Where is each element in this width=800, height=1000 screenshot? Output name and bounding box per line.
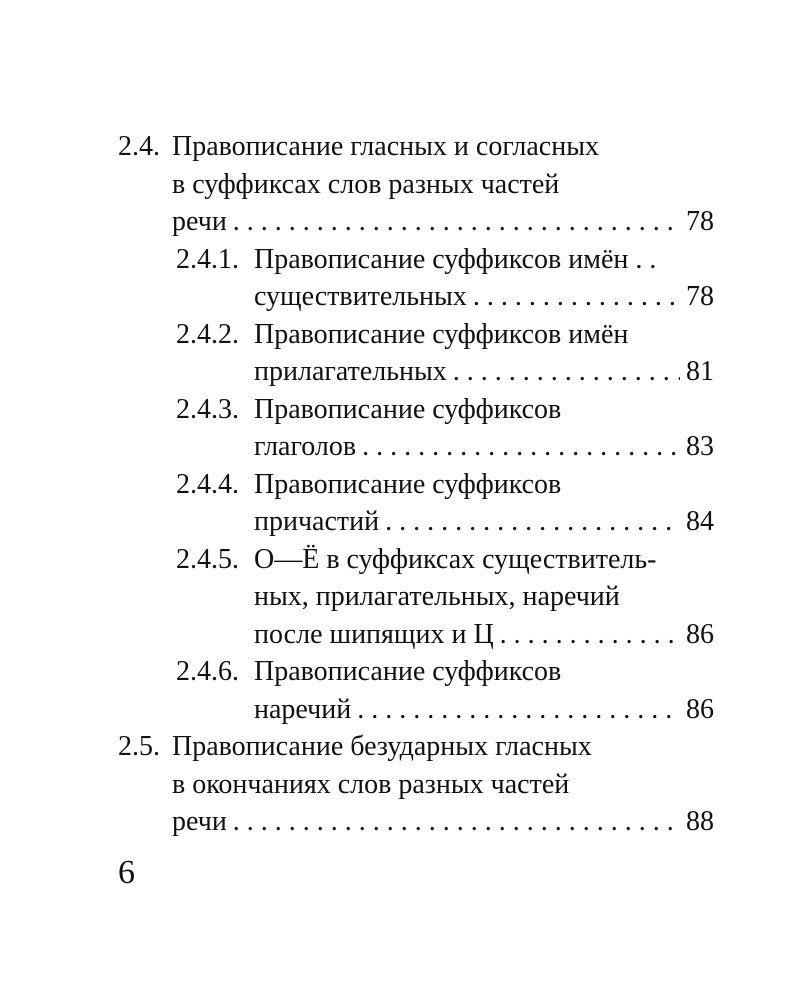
toc-page-number: 84 — [686, 506, 714, 537]
toc-entry-number: 2.4. — [118, 131, 160, 162]
toc-page-number: 86 — [686, 618, 714, 650]
toc-entry-title-line: Правописание гласных и согласных — [172, 131, 600, 162]
toc-entry-title-line: существительных — [254, 281, 467, 312]
toc-entry-title-line: речи — [172, 206, 227, 237]
toc-entry-number: 2.4.2. — [176, 318, 239, 350]
dot-leader — [385, 503, 680, 541]
dot-leader — [453, 353, 680, 391]
toc-entry-title-line: О—Ё в суффиксах существитель- — [254, 543, 657, 575]
toc-entry-2-4-3 — [176, 391, 714, 466]
toc-entry-title-line: в суффиксах слов разных частей — [172, 168, 560, 200]
toc-entry-2-4-6 — [176, 653, 714, 728]
page-number: 6 — [118, 854, 135, 891]
toc-page-number: 78 — [686, 206, 714, 237]
toc-entry-title-line: ных, прилагательных, наречий — [254, 581, 620, 612]
toc-entry-number: 2.4.6. — [176, 656, 239, 687]
dot-leader — [233, 803, 680, 841]
toc-entry-title-line: после шипящих и Ц — [254, 618, 494, 650]
toc-entry-2-5 — [118, 728, 714, 841]
toc-entry-title-line: Правописание суффиксов — [254, 393, 562, 425]
toc-entry-title-line: Правописание суффиксов имён — [254, 318, 629, 350]
toc-entry-2-4-2 — [176, 316, 714, 391]
toc-page-number: 81 — [686, 356, 714, 387]
toc-entry-title-line: прилагательных — [254, 356, 447, 387]
dot-leader — [357, 691, 680, 729]
dot-leader — [233, 203, 680, 241]
toc-entry-number: 2.4.3. — [176, 393, 239, 425]
toc-entry-title-line: глаголов — [254, 431, 357, 462]
toc-entry-2-4-4 — [176, 466, 714, 541]
toc-entry-title-line: Правописание суффиксов — [254, 656, 562, 687]
toc-page-number: 83 — [686, 431, 714, 462]
toc-entry-2-4-1 — [176, 241, 714, 316]
toc-entry-number: 2.4.5. — [176, 543, 239, 575]
toc-page-number: 78 — [686, 281, 714, 312]
toc-entry-title-line: причастий — [254, 506, 380, 537]
toc-entry-number: 2.4.1. — [176, 243, 239, 275]
toc-page-number: 88 — [686, 806, 714, 837]
toc-entry-title-line: Правописание суффиксов — [254, 468, 562, 500]
toc-entry-2-4 — [118, 128, 714, 241]
toc-entry-number: 2.4.4. — [176, 468, 239, 500]
toc-entry-title-line: речи — [172, 806, 227, 837]
toc-page-number: 86 — [686, 693, 714, 725]
dot-leader — [362, 428, 680, 466]
dot-leader — [473, 278, 680, 316]
toc-entry-title-line: Правописание суффиксов имён . . — [254, 243, 657, 275]
table-of-contents — [118, 128, 714, 841]
toc-entry-number: 2.5. — [118, 731, 160, 762]
toc-entry-title-line: в окончаниях слов разных частей — [172, 768, 570, 800]
toc-entry-title-line: наречий — [254, 693, 352, 725]
dot-leader — [500, 616, 680, 654]
toc-entry-title-line: Правописание безударных гласных — [172, 731, 592, 762]
toc-entry-2-4-5 — [176, 541, 714, 654]
